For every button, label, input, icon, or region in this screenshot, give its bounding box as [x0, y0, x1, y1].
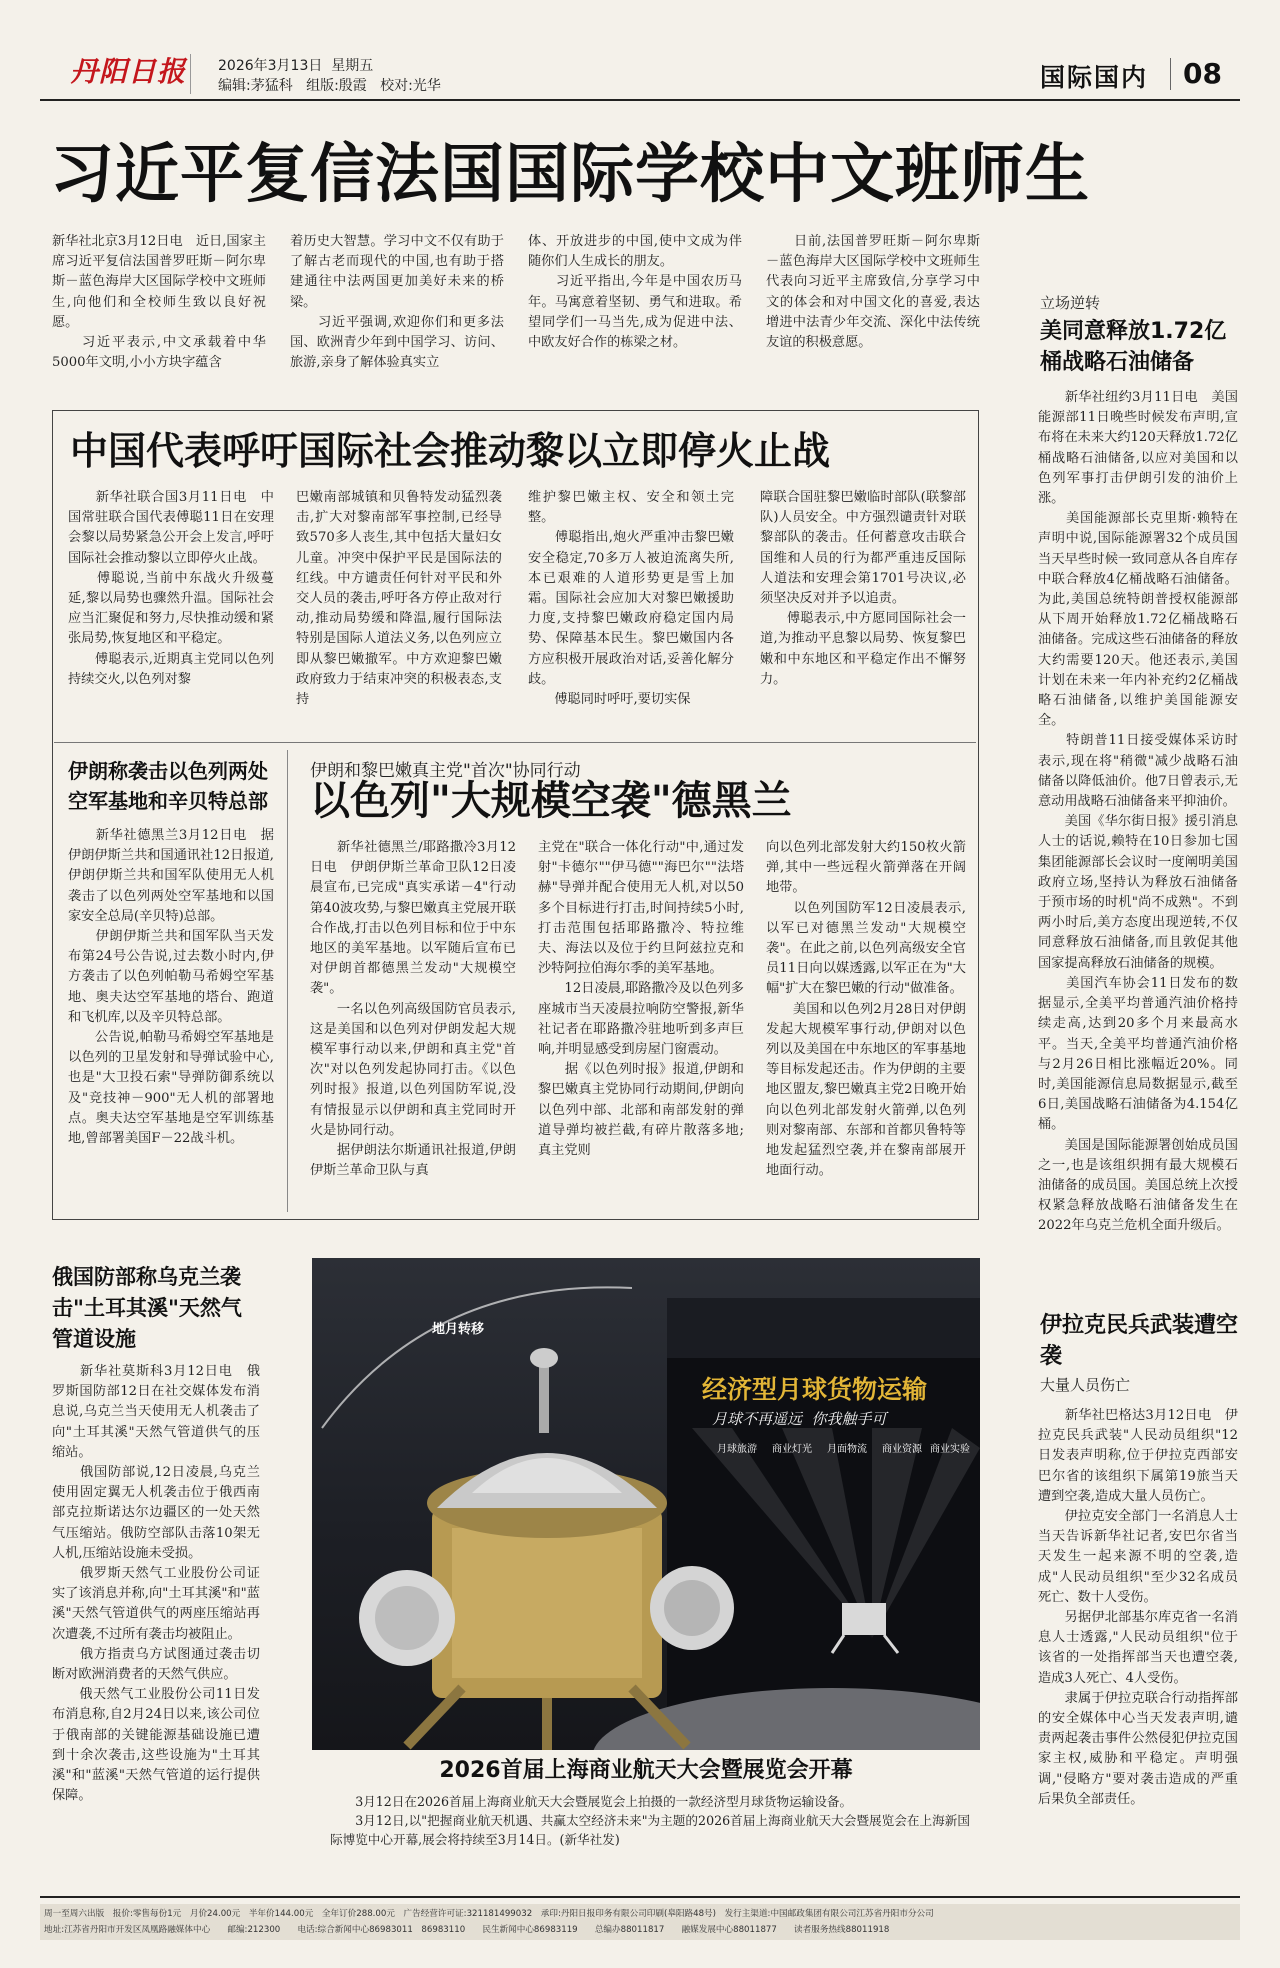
- page-number: 08: [1183, 57, 1222, 90]
- masthead-divider: [190, 54, 191, 94]
- lead-headline: 习近平复信法国国际学校中文班师生: [50, 138, 1090, 212]
- iran-bases-headline: 伊朗称袭击以色列两处空军基地和辛贝特总部: [68, 759, 268, 813]
- photo-caption: 3月12日在2026首届上海商业航天大会暨展览会上拍摄的一款经济型月球货物运输设备。 3月12日,以"把握商业航天机遇、共赢太空经济未来"为主题的2026首届上海商业航天大会暨展览会在上海新国际博览中心开幕,展会将持续至3月14日。(新华社发): [330, 1794, 970, 1847]
- masthead: [0, 0, 1280, 100]
- lead-column-2: 着历史大智慧。学习中文不仅有助于了解古老而现代的中国,也有助于搭建通往中法两国更加美好未来的桥梁。 习近平强调,欢迎你们和更多法国、欧洲青少年到中国学习、访问、旅游,亲身了解体验真实立: [290, 234, 504, 371]
- tehran-column-3: 向以色列北部发射大约150枚火箭弹,其中一些远程火箭弹落在开阔地带。 以色列国防军12日凌晨表示,以军已对德黑兰发动"大规模空袭"。在此之前,以色列高级安全官员11日向以媒透露,以军正在为"大幅"扩大在黎巴嫩的行动"做准备。 美国和以色列2月28日对伊朗发起大规模军事行动,伊朗对以色列以及美国在中东地区的军事基地等目标发起还击。作为伊朗的主要地区盟友,黎巴嫩真主党2日晚开始向以色列北部发射火箭弹,以色列则对黎南部、东部和首都贝鲁特等地发起猛烈空袭,并在黎南部展开地面行动。: [766, 840, 966, 1179]
- russia-headline: 俄国防部称乌克兰袭击"土耳其溪"天然气管道设施: [52, 1265, 242, 1351]
- tehran-headline: 以色列"大规模空袭"德黑兰: [310, 778, 792, 824]
- ceasefire-column-2: 巴嫩南部城镇和贝鲁特发动猛烈袭击,扩大对黎南部军事控制,已经导致570多人丧生,其中包括大量妇女儿童。冲突中保护平民是国际法的红线。中方谴责任何针对平民和外交人员的袭击,呼吁各方停止敌对行动,推动局势缓和降温,履行国际法特别是国际人道法义务,以色列应立即从黎巴嫩撤军。中方欢迎黎巴嫩政府致力于结束冲突的积极表态,支持: [296, 490, 502, 708]
- footer-publication-info: 周一至周六出版 报价:零售每份1元 月价24.00元 半年价144.00元 全年订价288.00元 广告经营许可证:321181499032 承印:丹阳日报印务有限公司印刷(皋阳路48号) 发行主渠道:中国邮政集团有限公司江苏省丹阳市分公司: [44, 1909, 934, 1919]
- iraq-subhead: 大量人员伤亡: [1040, 1376, 1131, 1394]
- ceasefire-headline: 中国代表呼吁国际社会推动黎以立即停火止战: [70, 429, 831, 473]
- tehran-column-1: 新华社德黑兰/耶路撒冷3月12日电 伊朗伊斯兰革命卫队12日凌晨宣布,已完成"真实承诺－4"行动第40波攻势,与黎巴嫩真主党展开联合作战,打击以色列目标和位于中东地区的美军基地。以军随后宣布已对伊朗首都德黑兰发动"大规模空袭"。 一名以色列高级国防官员表示,这是美国和以色列对伊朗发起大规模军事行动以来,伊朗和真主党"首次"对以色列发起协同打击。《以色列时报》报道,以色列国防军说,没有情报显示以伊朗和真主党同时开火是协同行动。 据伊朗法尔斯通讯社报道,伊朗伊斯兰革命卫队与真: [310, 840, 516, 1179]
- lunar-cargo-lander-image: [312, 1258, 980, 1750]
- newspaper-logo: 丹阳日报: [70, 55, 187, 88]
- oil-headline: 美同意释放1.72亿桶战略石油储备: [1040, 319, 1227, 375]
- masthead-rule: [40, 99, 1240, 101]
- exhibit-item-4: 商业资源: [882, 1444, 922, 1455]
- footer-rule: [40, 1896, 1240, 1898]
- tehran-column-2: 主党在"联合一体化行动"中,通过发射"卡德尔""伊马德""海巴尔""法塔赫"导弹并配合使用无人机,对以50多个目标进行打击,时间持续5小时,打击范围包括耶路撒冷、特拉维夫、海法以及位于约旦阿兹拉克和沙特阿拉伯海尔季的美军基地。 12日凌晨,耶路撒冷及以色列多座城市当天凌晨拉响防空警报,新华社记者在耶路撒冷驻地听到多声巨响,并明显感受到房屋门窗震动。 据《以色列时报》报道,伊朗和黎巴嫩真主党协同行动期间,伊朗向以色列中部、北部和南部发射的弹道导弹均被拦截,有碎片散落多地;真主党则: [538, 840, 744, 1159]
- photo-headline: 2026首届上海商业航天大会暨展览会开幕: [439, 1758, 853, 1783]
- iraq-headline: 伊拉克民兵武装遭空袭: [1040, 1313, 1239, 1369]
- section-name: 国际国内: [1040, 63, 1149, 92]
- box-inner-rule: [54, 742, 976, 743]
- exhibit-sign-title: 经济型月球货物运输: [702, 1375, 928, 1404]
- lead-column-3: 体、开放进步的中国,使中文成为伴随你们人生成长的朋友。 习近平指出,今年是中国农历马年。马寓意着坚韧、勇气和进取。希望同学们一马当先,成为促进中法、中欧友好合作的栋梁之材。: [528, 234, 742, 351]
- russia-body: 新华社莫斯科3月12日电 俄罗斯国防部12日在社交媒体发布消息说,乌克兰当天使用无人机袭击了向"土耳其溪"天然气管道供气的压缩站。 俄国防部说,12日凌晨,乌克兰使用固定翼无人机袭击位于俄西南部克拉斯诺达尔边疆区的一处天然气压缩站。俄防空部队击落10架无人机,压缩站设施未受损。 俄罗斯天然气工业股份公司证实了该消息并称,向"土耳其溪"和"蓝溪"天然气管道供气的两座压缩站再次遭袭,不过所有袭击均被阻止。 俄方指责乌方试图通过袭击切断对欧洲消费者的天然气供应。 俄天然气工业股份公司11日发布消息称,自2月24日以来,该公司位于俄南部的关键能源基础设施已遭到十余次袭击,这些设施为"土耳其溪"和"蓝溪"天然气管道的运行提供保障。: [52, 1364, 260, 1804]
- expo-photo: [312, 1258, 980, 1750]
- iran-bases-body: 新华社德黑兰3月12日电 据伊朗伊斯兰共和国通讯社12日报道,伊朗伊斯兰共和国军队使用无人机袭击了以色列两处空军基地和以国家安全总局(辛贝特)总部。 伊朗伊斯兰共和国军队当天发布第24号公告说,过去数小时内,伊方袭击了以色列帕勒马希姆空军基地、奥夫达空军基地的塔台、跑道和飞机库,以及辛贝特总部。 公告说,帕勒马希姆空军基地是以色列的卫星发射和导弹试验中心,也是"大卫投石索"导弹防御系统以及"竞技神－900"无人机的部署地点。奥夫达空军基地是空军训练基地,曾部署美国F－22战斗机。: [68, 828, 274, 1147]
- exhibit-orbit-label: 地月转移: [432, 1322, 485, 1337]
- ceasefire-column-4: 障联合国驻黎巴嫩临时部队(联黎部队)人员安全。中方强烈谴责针对联黎部队的袭击。任何蓄意攻击联合国维和人员的行为都严重违反国际人道法和安理会第1701号决议,必须坚决反对并予以追责。 傅聪表示,中方愿同国际社会一道,为推动平息黎以局势、恢复黎巴嫩和中东地区和平稳定作出不懈努力。: [760, 490, 966, 687]
- ceasefire-column-3: 维护黎巴嫩主权、安全和领土完整。 傅聪指出,炮火严重冲击黎巴嫩安全稳定,70多万人被迫流离失所,本已艰难的人道形势更是雪上加霜。国际社会应加大对黎巴嫩援助力度,支持黎巴嫩政府稳定国内局势、保障基本民生。黎巴嫩国内各方应积极开展政治对话,妥善化解分歧。 傅聪同时呼吁,要切实保: [528, 490, 734, 708]
- exhibit-item-5: 商业实验: [930, 1444, 970, 1455]
- footer-contact-info: 地址:江苏省丹阳市开发区凤凰路融媒体中心 邮编:212300 电话:综合新闻中心86983011 86983110 民生新闻中心86983119 总编办88011817 融媒发展中心88011877 读者服务热线88011918: [44, 1925, 890, 1935]
- issue-date: 2026年3月13日 星期五: [218, 58, 374, 74]
- box-vertical-rule: [287, 750, 288, 1212]
- oil-body: 新华社纽约3月11日电 美国能源部11日晚些时候发布声明,宣布将在未来大约120天释放1.72亿桶战略石油储备,以应对美国和以色列军事打击伊朗引发的油价上涨。 美国能源部长克里斯·赖特在声明中说,国际能源署32个成员国当天早些时候一致同意从各自库存中联合释放4亿桶战略石油储备。为此,美国总统特朗普授权能源部从下周开始释放1.72亿桶战略石油储备。完成这些石油储备的释放大约需要120天。他还表示,美国计划在未来一年内补充约2亿桶战略石油储备,以维护美国能源安全。 特朗普11日接受媒体采访时表示,现在将"稍微"减少战略石油储备以降低油价。他7日曾表示,无意动用战略石油储备来平抑油价。 美国《华尔街日报》援引消息人士的话说,赖特在10日参加七国集团能源部长会议时一度阐明美国政府立场,坚持认为释放石油储备于预市场的时机"尚不成熟"。不到两小时后,美方态度出现逆转,不仅同意释放石油储备,而且敦促其他国家提高释放石油储备的规模。 美国汽车协会11日发布的数据显示,全美平均普通汽油价格持续走高,达到20多个月来最高水平。当天,全美平均普通汽油价格与2月26日相比涨幅近20%。同时,美国能源信息局数据显示,截至6日,美国战略石油储备为4.154亿桶。 美国是国际能源署创始成员国之一,也是该组织拥有最大规模石油储备的成员国。美国总统上次授权紧急释放战略石油储备发生在2022年乌克兰危机全面升级后。: [1038, 390, 1238, 1234]
- exhibit-item-1: 月球旅游: [717, 1444, 757, 1455]
- ceasefire-column-1: 新华社联合国3月11日电 中国常驻联合国代表傅聪11日在安理会黎以局势紧急公开会上发言,呼吁国际社会推动黎以立即停火止战。 傅聪说,当前中东战火升级蔓延,黎以局势也骤然升温。国际社会应当汇聚促和努力,尽快推动缓和紧张局势,恢复地区和平稳定。 傅聪表示,近期真主党同以色列持续交火,以色列对黎: [68, 490, 274, 687]
- lead-column-1: 新华社北京3月12日电 近日,国家主席习近平复信法国普罗旺斯－阿尔卑斯－蓝色海岸大区国际学校中文班师生,向他们和全校师生致以良好祝愿。 习近平表示,中文承载着中华5000年文明,小小方块字蕴含: [52, 234, 266, 371]
- tehran-kicker: 伊朗和黎巴嫩真主党"首次"协同行动: [310, 761, 581, 781]
- section-divider: [1170, 58, 1171, 90]
- lead-column-4: 日前,法国普罗旺斯－阿尔卑斯－蓝色海岸大区国际学校中文班师生代表向习近平主席致信,分享学习中文的体会和对中国文化的喜爱,表达增进中法青少年交流、深化中法传统友谊的积极意愿。: [766, 234, 980, 351]
- iraq-body: 新华社巴格达3月12日电 伊拉克民兵武装"人民动员组织"12日发表声明称,位于伊拉克西部安巴尔省的该组织下属第19旅当天遭到空袭,造成大量人员伤亡。 伊拉克安全部门一名消息人士当天告诉新华社记者,安巴尔省当天发生一起来源不明的空袭,造成"人民动员组织"至少32名成员死亡、数十人受伤。 另据伊北部基尔库克省一名消息人士透露,"人民动员组织"位于该省的一处指挥部当天也遭空袭,造成3人死亡、4人受伤。 隶属于伊拉克联合行动指挥部的安全媒体中心当天发表声明,谴责两起袭击事件公然侵犯伊拉克国家主权,威胁和平稳定。声明强调,"侵略方"要对袭击造成的严重后果负全部责任。: [1038, 1408, 1238, 1807]
- exhibit-item-2: 商业灯光: [772, 1444, 812, 1455]
- exhibit-item-3: 月面物流: [827, 1444, 867, 1455]
- editor-credits: 编辑:茅猛科 组版:殷霞 校对:光华: [218, 78, 441, 94]
- oil-kicker: 立场逆转: [1040, 294, 1101, 312]
- exhibit-sign-slogan: 月球不再遥远 你我触手可: [712, 1410, 887, 1428]
